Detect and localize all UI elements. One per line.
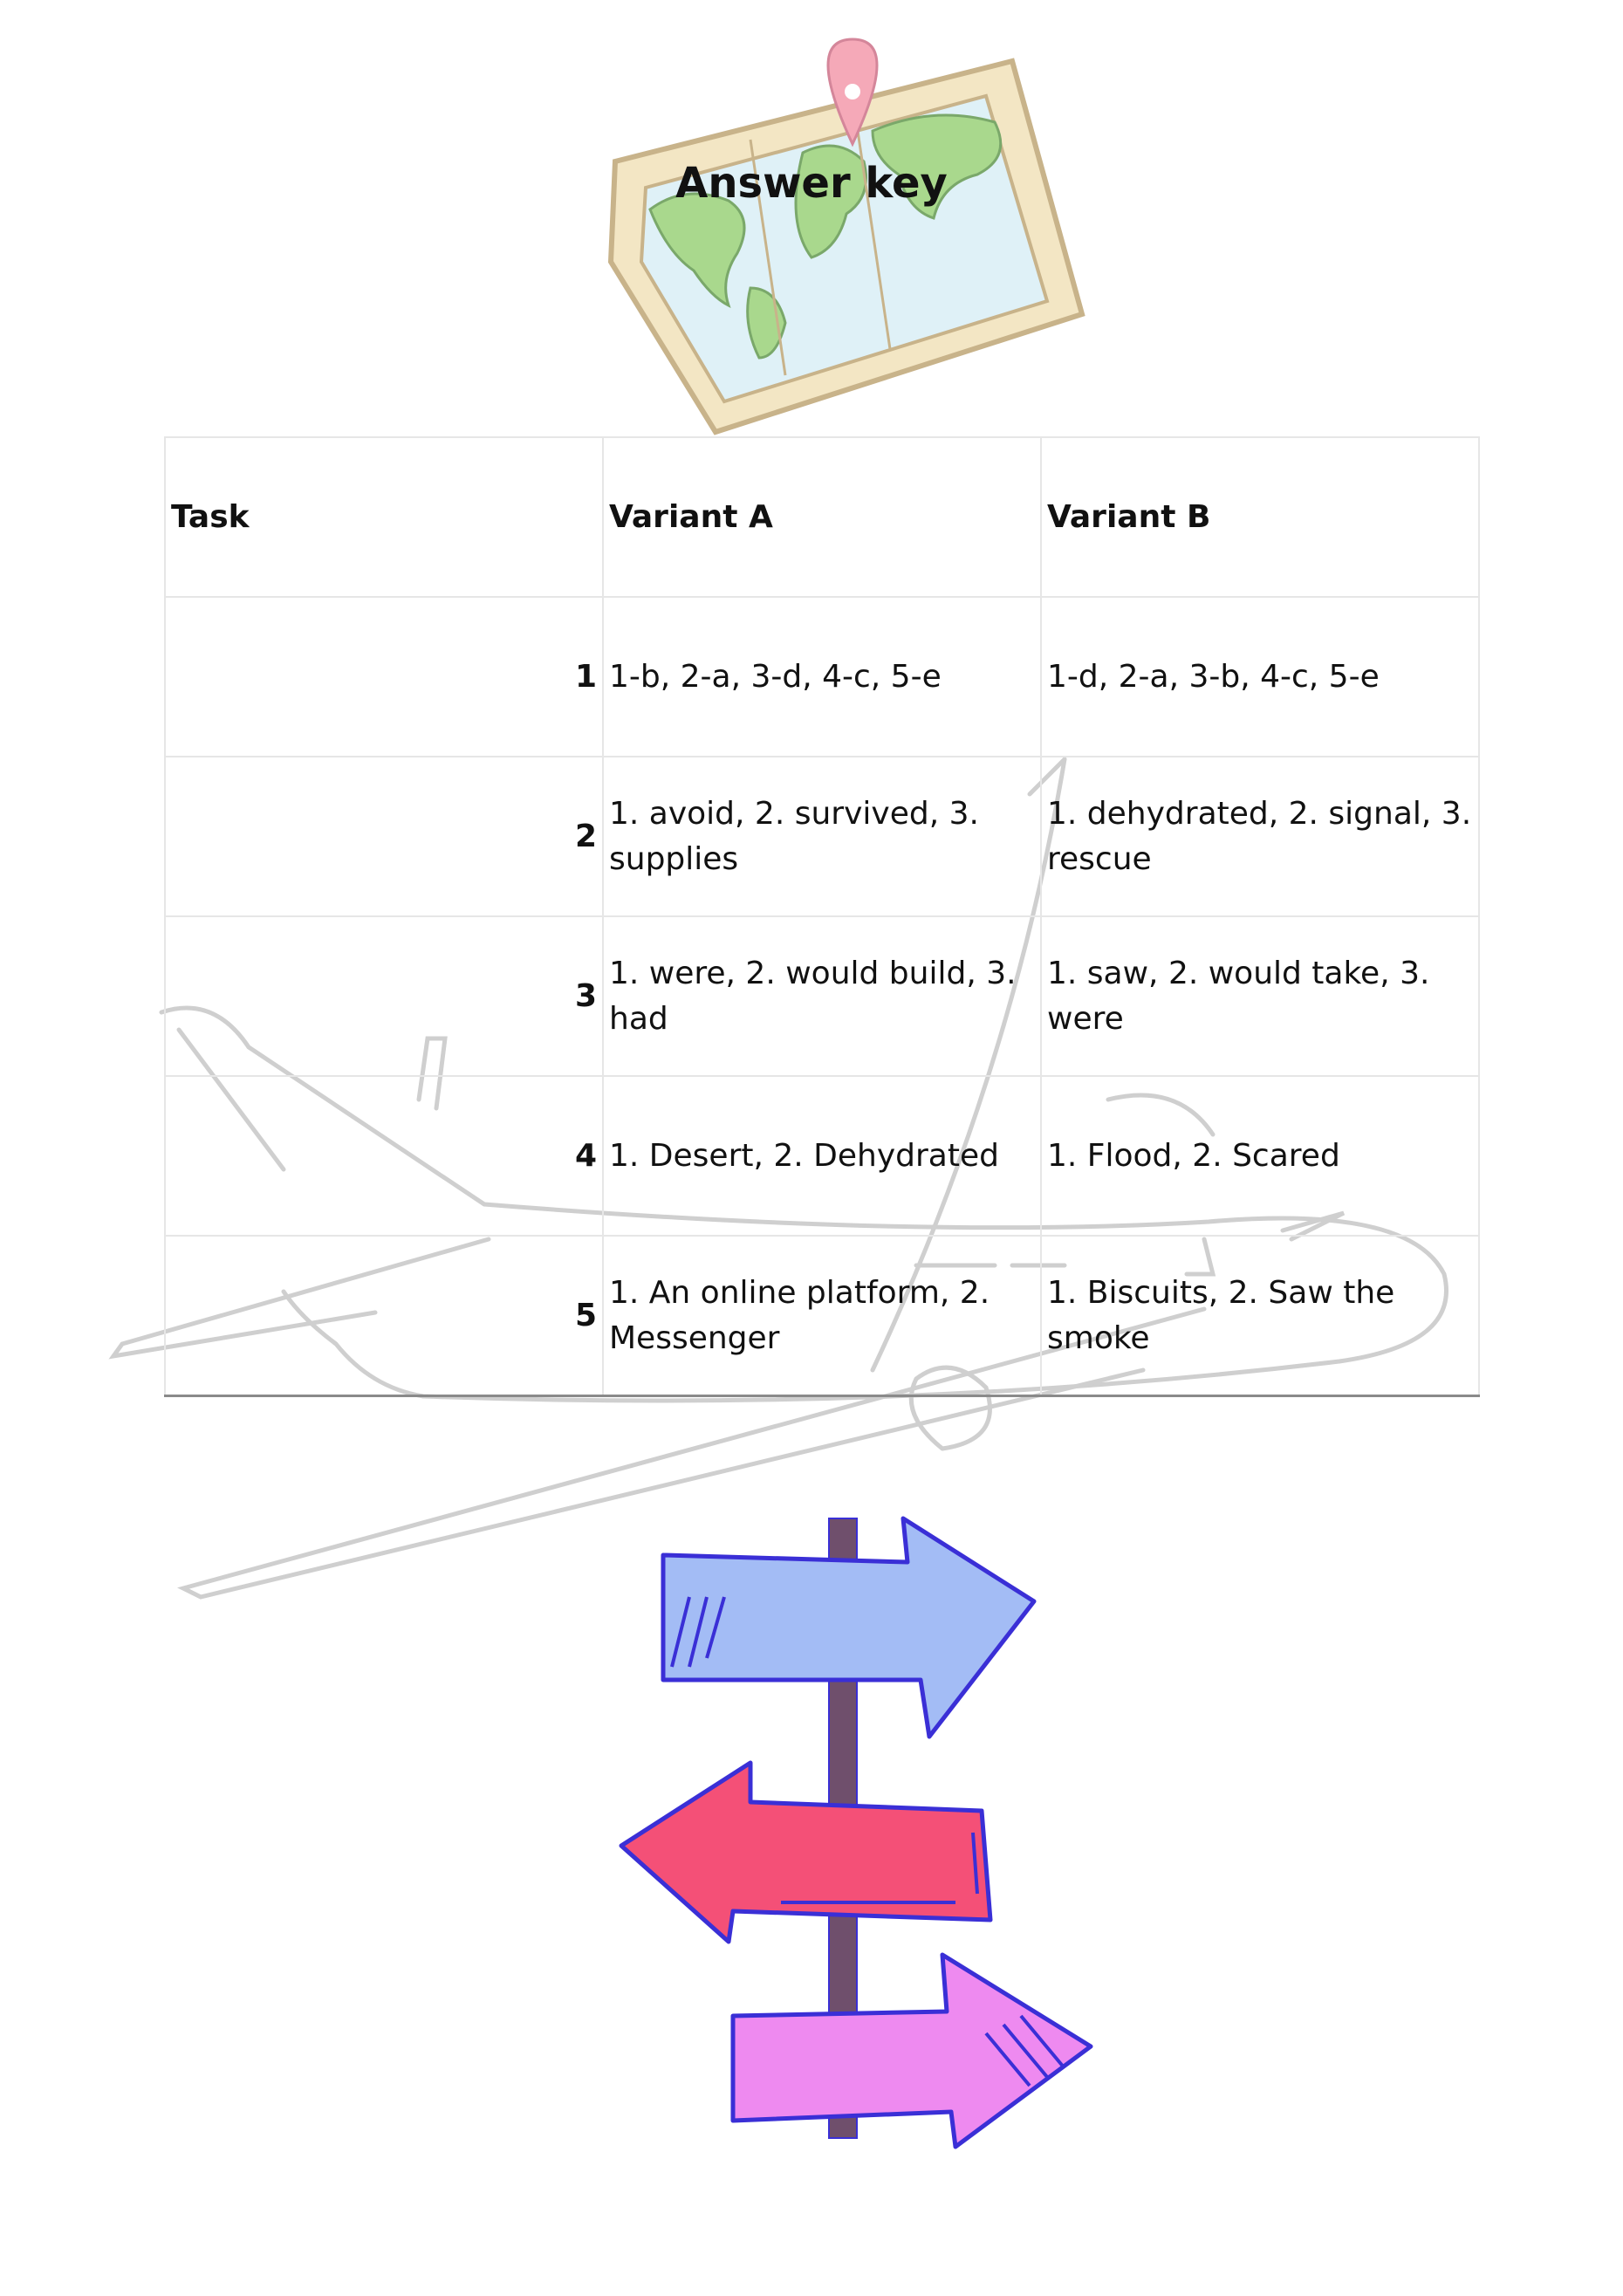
variant-a-answer: 1. Desert, 2. Dehydrated [603, 1076, 1041, 1236]
arrow-left-middle-icon [621, 1763, 990, 1942]
variant-a-answer: 1. An online platform, 2. Messenger [603, 1236, 1041, 1396]
task-number: 5 [165, 1236, 603, 1396]
header-task: Task [165, 437, 603, 597]
variant-b-answer: 1. dehydrated, 2. signal, 3. rescue [1041, 757, 1479, 916]
variant-a-answer: 1. avoid, 2. survived, 3. supplies [603, 757, 1041, 916]
header-variant-a: Variant A [603, 437, 1041, 597]
table-row [165, 1076, 1479, 1236]
variant-b-answer: 1. saw, 2. would take, 3. were [1041, 916, 1479, 1076]
task-number: 4 [165, 1076, 603, 1236]
answer-table [164, 436, 1480, 1397]
table-row [165, 1236, 1479, 1396]
variant-a-answer: 1. were, 2. would build, 3. had [603, 916, 1041, 1076]
header-variant-b: Variant B [1041, 437, 1479, 597]
variant-b-answer: 1. Flood, 2. Scared [1041, 1076, 1479, 1236]
variant-a-answer: 1-b, 2-a, 3-d, 4-c, 5-e [603, 597, 1041, 757]
table-row [165, 757, 1479, 916]
task-number: 1 [165, 597, 603, 757]
task-number: 3 [165, 916, 603, 1076]
variant-b-answer: 1-d, 2-a, 3-b, 4-c, 5-e [1041, 597, 1479, 757]
variant-b-answer: 1. Biscuits, 2. Saw the smoke [1041, 1236, 1479, 1396]
table-row [165, 916, 1479, 1076]
task-number: 2 [165, 757, 603, 916]
table-header-row [165, 437, 1479, 597]
page-title: Answer key [675, 159, 948, 208]
arrow-right-bottom-icon [733, 1955, 1091, 2147]
table-row [165, 597, 1479, 757]
